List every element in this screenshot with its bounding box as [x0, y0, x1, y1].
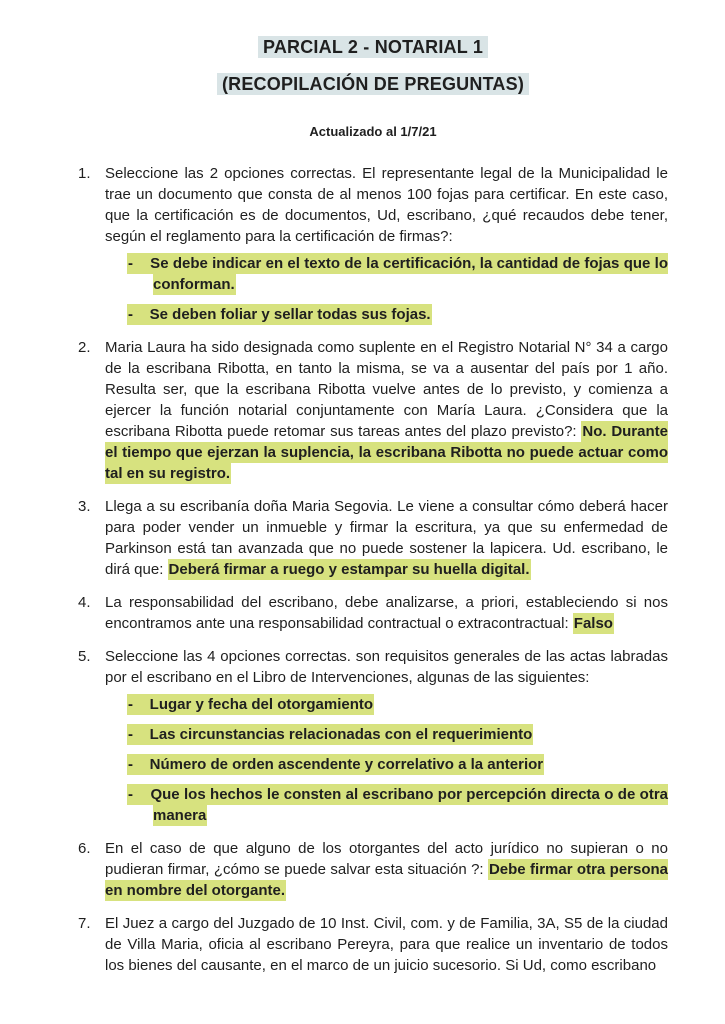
question-text: Llega a su escribanía doña Maria Segovia. Le viene a consultar cómo deberá hacer para poder vender un inmueble y firmar la escritura, ya que su enfermedad de Parkinson está tan avanzada que no puede sostener la lapicera. Ud. escribano, le dirá que: Deberá firmar a ruego y estampar su huella digital.	[105, 498, 668, 578]
question-number: 3.	[78, 498, 91, 515]
answer-bullet	[105, 784, 668, 826]
question-item	[78, 913, 668, 976]
highlighted-answer: - Lugar y fecha del otorgamiento	[128, 696, 374, 713]
updated-note: Actualizado al 1/7/21	[309, 124, 437, 139]
answer-bullet-list	[105, 253, 668, 325]
question-body	[105, 838, 668, 901]
question-text: Seleccione las 2 opciones correctas. El representante legal de la Municipalidad le trae un documento que consta de al menos 100 fojas para certificar. En este caso, que la certificación es de documentos, Ud, escribano, ¿qué recaudos debe tener, según el reglamento para la certificación de firmas?:	[105, 165, 668, 245]
answer-bullet	[105, 724, 668, 745]
highlighted-answer: Debe firmar otra persona en nombre del otorgante.	[105, 861, 669, 899]
question-item	[78, 337, 668, 484]
question-item	[78, 592, 668, 634]
question-list	[78, 163, 668, 976]
answer-bullet	[105, 694, 668, 715]
document-header	[78, 35, 668, 141]
title-highlight: (RECOPILACIÓN DE PREGUNTAS)	[217, 73, 529, 95]
question-item	[78, 646, 668, 826]
highlighted-answer: - Se deben foliar y sellar todas sus fojas.	[128, 306, 431, 323]
highlighted-answer: - Las circunstancias relacionadas con el requerimiento	[128, 726, 533, 743]
question-number: 6.	[78, 840, 91, 857]
highlighted-answer: No. Durante el tiempo que ejerzan la suplencia, la escribana Ribotta no puede actuar como tal en su registro.	[105, 423, 668, 482]
question-item	[78, 496, 668, 580]
highlighted-answer: Deberá firmar a ruego y estampar su huella digital.	[168, 561, 530, 578]
answer-bullet-list	[105, 694, 668, 826]
question-body	[105, 592, 668, 634]
question-text: La responsabilidad del escribano, debe analizarse, a priori, estableciendo si nos encontramos ante una responsabilidad contractual o extracontractual: Falso	[105, 594, 668, 632]
question-item	[78, 838, 668, 901]
highlighted-answer: - Que los hechos le consten al escribano por percepción directa o de otra manera	[128, 786, 668, 824]
highlighted-answer: - Se debe indicar en el texto de la certificación, la cantidad de fojas que lo conforman.	[128, 255, 668, 293]
question-body	[105, 163, 668, 325]
document-title-line-1	[78, 35, 668, 60]
question-body	[105, 337, 668, 484]
question-body	[105, 496, 668, 580]
question-text: En el caso de que alguno de los otorgantes del acto jurídico no supieran o no pudieran firmar, ¿cómo se puede salvar esta situación ?: Debe firmar otra persona en nombre del otorgante.	[105, 840, 669, 899]
question-number: 4.	[78, 594, 91, 611]
answer-bullet	[105, 253, 668, 295]
answer-bullet	[105, 304, 668, 325]
question-text: Seleccione las 4 opciones correctas. son requisitos generales de las actas labradas por el escribano en el Libro de Intervenciones, algunas de las siguientes:	[105, 648, 668, 686]
question-number: 7.	[78, 915, 91, 932]
question-body	[105, 646, 668, 826]
question-body	[105, 913, 668, 976]
question-item	[78, 163, 668, 325]
document-title-line-2	[78, 72, 668, 97]
question-number: 1.	[78, 165, 91, 182]
question-number: 5.	[78, 648, 91, 665]
highlighted-answer: Falso	[573, 615, 613, 632]
highlighted-answer: - Número de orden ascendente y correlativo a la anterior	[128, 756, 544, 773]
question-number: 2.	[78, 339, 91, 356]
title-highlight: PARCIAL 2 - NOTARIAL 1	[258, 36, 488, 58]
question-text: El Juez a cargo del Juzgado de 10 Inst. Civil, com. y de Familia, 3A, S5 de la ciudad de Villa Maria, oficia al escribano Pereyra, para que realice un inventario de todos los bienes del causante, en el marco de un juicio sucesorio. Si Ud, como escribano	[105, 915, 668, 974]
answer-bullet	[105, 754, 668, 775]
question-text: Maria Laura ha sido designada como suplente en el Registro Notarial N° 34 a cargo de la escribana Ribotta, en tanto la misma, se va a ausentar del país por 1 año. Resulta ser, que la escribana Ribotta vuelve antes de lo previsto, y comienza a ejercer la función notarial conjuntamente con María Laura. ¿Considera que la escribana Ribotta puede retomar sus tareas antes del plazo previsto?: No. Durante el tiempo que ejerzan la suplencia, la escribana Ribotta no puede actuar como tal en su registro.	[105, 339, 668, 482]
